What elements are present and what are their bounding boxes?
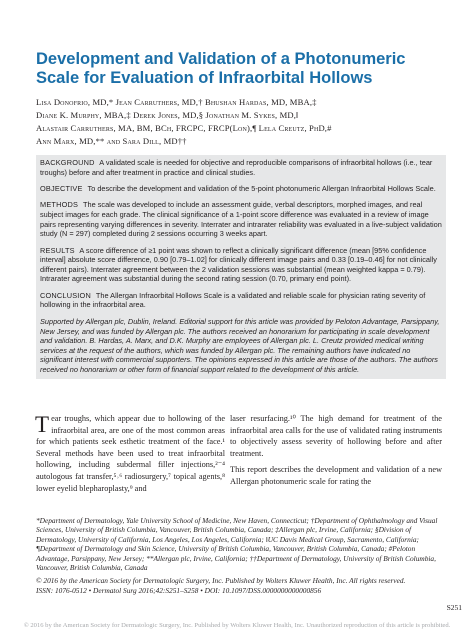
intro-text: ear troughs, which appear due to hollowing of the infraorbital area, are one of the most common areas for which patients seek esthetic treatment of the face.¹ Several methods have been used to treat infraorbital hollowing, including subdermal filler injections,²⁻⁴ autologous fat transfer,⁵˒⁶ radiosurgery,⁷ topical agents,⁸ lower eyelid blepharoplasty,⁹ and <box>36 414 225 493</box>
author-line: Lisa Donofrio, MD,* Jean Carruthers, MD,† Bhushan Hardas, MD, MBA,‡ <box>36 97 317 107</box>
author-line: Alastair Carruthers, MA, BM, BCh, FRCPC, FRCP(Lon),¶ Lela Creutz, PhD,# <box>36 123 332 133</box>
body-column-right <box>230 413 442 493</box>
abstract-box <box>36 155 446 379</box>
abstract-results <box>40 246 442 284</box>
section-head: METHODS <box>40 200 79 210</box>
abstract-methods <box>40 200 442 238</box>
author-list <box>36 96 446 148</box>
issn-line: ISSN: 1076-0512 • Dermatol Surg 2016;42:S251–S258 • DOI: 10.1097/DSS.0000000000000856 <box>36 585 322 595</box>
article-title: Development and Validation of a Photonumeric Scale for Evaluation of Infraorbital Hollows <box>36 50 406 87</box>
abstract-background <box>40 158 442 177</box>
body-paragraph: This report describes the development and validation of a new Allergan photonumeric scale for rating the <box>230 465 442 486</box>
abstract-objective <box>40 184 442 194</box>
watermark: © 2016 by the American Society for Dermatologic Surgery, Inc. Published by Wolters Kluwer Health, Inc. Unauthorized reproduction of this article is prohibited. <box>23 622 451 629</box>
section-text: The Allergan Infraorbital Hollows Scale is a validated and reliable scale for physician rating severity of hollowing in the infraorbital area. <box>40 290 426 310</box>
author-line: Ann Marx, MD,** and Sara Dill, MD†† <box>36 136 187 146</box>
drop-cap: T <box>35 412 50 437</box>
section-text: A score difference of ≥1 point was shown to reflect a clinically significant difference (mean [95% confidence interval] absolute score difference, 0.90 [0.79–1.02] for clinically different image pairs and 0.33 [0.19–0.46] for not clinically different pairs). Interrater agreement between the 2 validation sessions was substantial (mean weighted kappa = 0.79). Intrarater agreement was substantial during the second rating session (0.70, primary end point). <box>40 245 437 284</box>
section-head: OBJECTIVE <box>40 183 83 193</box>
body-column-left <box>36 413 225 499</box>
author-line: Diane K. Murphy, MBA,‡ Derek Jones, MD,§ Jonathan M. Sykes, MD,‖ <box>36 110 299 120</box>
footnotes <box>36 516 446 599</box>
section-text: A validated scale is needed for objective and reproducible comparisons of infraorbital hollows (i.e., tear troughs) before and after treatment in practice and clinical studies. <box>40 158 433 177</box>
section-text: To describe the development and validation of the 5-point photonumeric Allergan Infraorbital Hollows Scale. <box>87 183 436 193</box>
funding-statement: Supported by Allergan plc, Dublin, Ireland. Editorial support for this article was provided by Peloton Advantage, Parsippany, New Jersey, and was funded by Allergan plc. The authors received an honorarium for participating in scale development and validation. B. Hardas, A. Marx, and D.K. Murphy are employees of Allergan plc. L. Creutz provided medical writing services at the request of the authors, which was funded by Allergan plc. The remaining authors have indicated no significant interest with commercial supporters. The opinions expressed in this article are those of the authors. The authors received no honorarium or other form of financial support related to the development of this article. <box>40 316 440 374</box>
section-head: RESULTS <box>40 245 75 255</box>
intro-paragraph <box>36 413 225 494</box>
page-number: S251 <box>446 603 462 612</box>
section-text: The scale was developed to include an assessment guide, verbal descriptors, morphed images, and real subject images for each grade. The clinical significance of a 1-point score difference was evaluated in a review of image pairs representing varying differences in severity. Interrater and intrarater reliability was evaluated in a live-subject validation study (N = 297) completed during 2 sessions occurring 3 weeks apart. <box>40 200 442 239</box>
affiliations: *Department of Dermatology, Yale University School of Medicine, New Haven, Connecticut; †Department of Ophthalmology and Visual Sciences, University of British Columbia, Vancouver, British Columbia, Canada; ‡Allergan plc, Irvine, California; §Division of Dermatology, University of California, Los Angeles, Los Angeles, California; ‖UC Davis Medical Group, Sacramento, California; ¶Department of Dermatology and Skin Science, University of British Columbia, Vancouver, British Columbia, Canada; #Peloton Advantage, Parsippany, New Jersey; **Allergan plc, Irvine, California; ††Department of Dermatology, University of British Columbia, Vancouver, British Columbia, Canada <box>36 516 438 573</box>
abstract-conclusion <box>40 291 442 310</box>
section-head: BACKGROUND <box>40 158 95 167</box>
section-head: CONCLUSION <box>40 290 91 300</box>
body-paragraph: laser resurfacing.¹⁰ The high demand for treatment of the infraorbital area calls for the use of validated rating instruments to objectively assess severity of hollowing before and after treatment. <box>230 414 442 458</box>
copyright-line: © 2016 by the American Society for Dermatologic Surgery, Inc. Published by Wolters Kluwer Health, Inc. All rights reserved. <box>36 576 406 586</box>
